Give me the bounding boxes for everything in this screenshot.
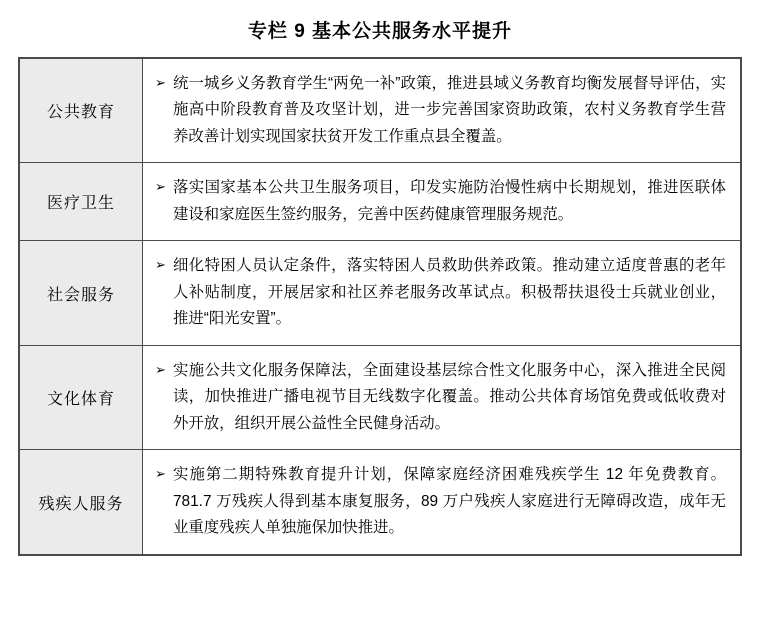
bullet-item [155,71,726,150]
content-cell [143,163,741,241]
page-title: 专栏 9 基本公共服务水平提升 [247,21,513,42]
category-label: 社会服务 [20,241,143,345]
content-cell [143,450,741,554]
category-label: 医疗卫生 [20,163,143,241]
box-table [19,58,741,555]
table-row [20,59,741,163]
arrow-bullet-icon: ➢ [155,466,166,482]
category-label: 残疾人服务 [20,450,143,554]
arrow-bullet-icon: ➢ [155,257,166,273]
box-table-container [18,57,742,556]
arrow-bullet-icon: ➢ [155,179,166,195]
bullet-item [155,253,726,332]
arrow-bullet-icon: ➢ [155,361,166,377]
bullet-text: 实施公共文化服务保障法，全面建设基层综合性文化服务中心，深入推进全民阅读，加快推进广播电视节目无线数字化覆盖。推动公共体育场馆免费或低收费对外开放，组织开展公益性全民健身活动。 [173,361,726,432]
bullet-text: 统一城乡义务教育学生“两免一补”政策，推进县域义务教育均衡发展督导评估，实施高中阶段教育普及攻坚计划，进一步完善国家资助政策，农村义务教育学生营养改善计划实现国家扶贫开发工作重点县全覆盖。 [173,75,726,145]
table-row [20,163,741,241]
category-label: 公共教育 [20,59,143,163]
bullet-item [155,175,726,228]
category-label: 文化体育 [20,345,143,449]
content-cell [143,345,741,449]
table-row [20,450,741,554]
bullet-item [155,462,726,541]
bullet-text: 落实国家基本公共卫生服务项目，印发实施防治慢性病中长期规划，推进医联体建设和家庭医生签约服务，完善中医药健康管理服务规范。 [173,179,726,223]
bullet-text: 实施第二期特殊教育提升计划，保障家庭经济困难残疾学生 12 年免费教育。781.7 万残疾人得到基本康复服务，89 万户残疾人家庭进行无障碍改造，成年无业重度残疾人单独施保加快推进。 [173,466,726,537]
table-row [20,241,741,345]
content-cell [143,59,741,163]
table-row [20,345,741,449]
arrow-bullet-icon: ➢ [155,75,166,90]
bullet-item [155,358,726,437]
bullet-text: 细化特困人员认定条件，落实特困人员救助供养政策。推动建立适度普惠的老年人补贴制度，开展居家和社区养老服务改革试点。积极帮扶退役士兵就业创业，推进“阳光安置”。 [173,257,726,328]
content-cell [143,241,741,345]
